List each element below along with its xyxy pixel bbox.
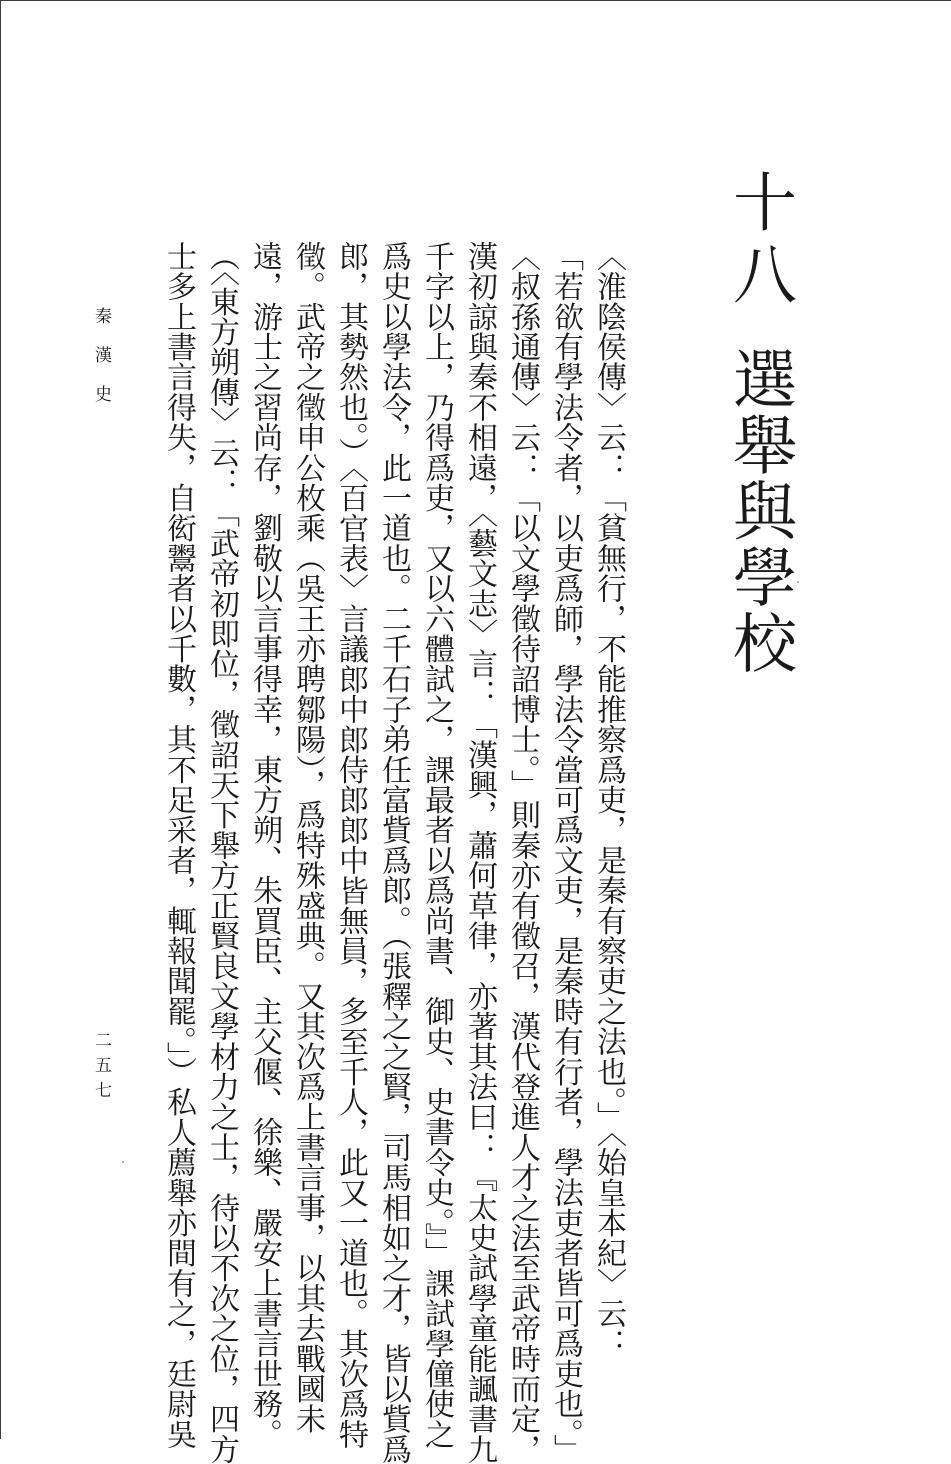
chapter-title: 選舉與學校 — [722, 346, 796, 676]
body-line-1: 〈淮陰侯傳〉云：「貧無行，不能推察爲吏，是秦有察吏之法也。」〈始皇本紀〉云： — [591, 241, 626, 1359]
body-line-4: 漢初諒與秦不相遠，〈藝文志〉言：「漢興，蕭何草律，亦著其法曰：『太史試學童能諷書九 — [462, 241, 497, 1464]
scan-speck — [122, 1161, 124, 1163]
body-line-10: （〈東方朔傳〉云：「武帝初即位，徵詔天下舉方正賢良文學材力之士，待以不次之位，四方 — [204, 241, 239, 1464]
body-line-6: 爲史以學法令，此一道也。二千石子弟任富貲爲郎。（張釋之之賢，司馬相如之才，皆以貲爲 — [376, 241, 411, 1464]
running-title: 秦漢史 — [91, 307, 111, 424]
body-line-7: 郎，其勢然也。）〈百官表〉言議郎中郎侍郎郎中皆無員，多至千人，此又一道也。其次爲特 — [333, 241, 368, 1450]
scan-speck — [797, 581, 799, 583]
page-number: 二五七 — [91, 1031, 111, 1106]
body-line-5: 千字以上，乃得爲吏，又以六體試之，課最者以爲尚書、御史、史書令史。』」課試學僮使之 — [419, 241, 454, 1450]
body-line-11: 士多上書言得失，自衒鬻者以千數，其不足采者，輒報聞罷。」）私人薦舉亦間有之，廷尉吳 — [161, 241, 196, 1450]
body-line-2: 「若欲有學法令者，以吏爲師，學法令當可爲文吏，是秦時有行者，學法吏者皆可爲吏也。」 — [548, 241, 583, 1464]
body-line-8: 徵。武帝之徵申公枚乘（吳王亦聘鄒陽），爲特殊盛典。又其次爲上書言事，以其去戰國未 — [290, 241, 325, 1434]
chapter-number: 十八 — [722, 169, 796, 313]
body-line-3: 〈叔孫通傳〉云：「以文學徵待詔博士。」則秦亦有徵召，漢代登進人才之法至武帝時而定， — [505, 241, 540, 1464]
body-line-9: 遠，游士之習尚存，劉敬以言事得幸，東方朔、朱買臣、主父偃、徐樂、嚴安上書言世務。 — [247, 241, 282, 1449]
